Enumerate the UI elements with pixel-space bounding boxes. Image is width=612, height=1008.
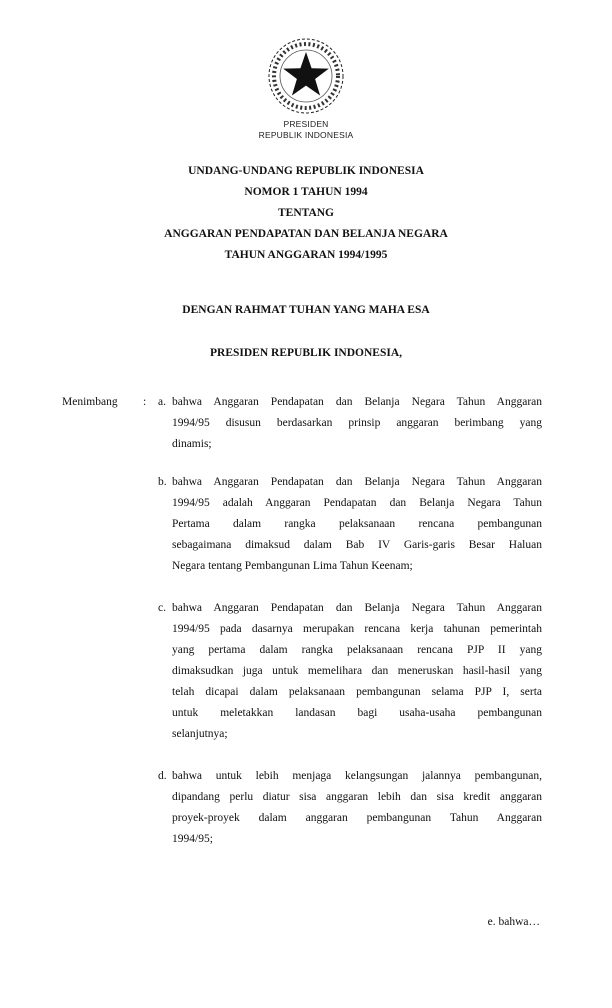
item-text-line: telah dicapai dalam pelaksanaan pembangunan selama PJP I, serta bbox=[172, 686, 542, 698]
considering-item bbox=[158, 472, 542, 577]
item-text-line: 1994/95 adalah Anggaran Pendapatan dan Belanja Negara Tahun bbox=[172, 497, 542, 509]
item-text-line: dinamis; bbox=[172, 438, 212, 450]
continuation-note: e. bahwa… bbox=[487, 916, 540, 928]
garuda-emblem-icon bbox=[266, 36, 346, 116]
considering-item bbox=[158, 766, 542, 850]
item-text-line: bahwa Anggaran Pendapatan dan Belanja Negara Tahun Anggaran bbox=[172, 602, 542, 614]
considering-item bbox=[158, 598, 542, 745]
item-text-line: 1994/95; bbox=[172, 833, 213, 845]
considering-label: Menimbang bbox=[62, 396, 118, 408]
item-text-line: selanjutnya; bbox=[172, 728, 228, 740]
item-letter: b. bbox=[158, 476, 167, 488]
item-text-line: sebagaimana dimaksud dalam Bab IV Garis-garis Besar Haluan bbox=[172, 539, 542, 551]
item-text-line: untuk meletakkan landasan bagi usaha-usaha pembangunan bbox=[172, 707, 542, 719]
item-letter: a. bbox=[158, 396, 166, 408]
law-subject: ANGGARAN PENDAPATAN DAN BELANJA NEGARA bbox=[164, 228, 448, 240]
item-text-line: Pertama dalam rangka pelaksanaan rencana pembangunan bbox=[172, 518, 542, 530]
law-number: NOMOR 1 TAHUN 1994 bbox=[244, 186, 368, 198]
item-text-line: Negara tentang Pembangunan Lima Tahun Keenam; bbox=[172, 560, 413, 572]
item-letter: d. bbox=[158, 770, 167, 782]
law-fiscal-year: TAHUN ANGGARAN 1994/1995 bbox=[224, 249, 388, 261]
item-letter: c. bbox=[158, 602, 166, 614]
item-text-line: proyek-proyek dalam anggaran pembangunan Tahun Anggaran bbox=[172, 812, 542, 824]
item-text-line: 1994/95 pada dasarnya merupakan rencana kerja tahunan pemerintah bbox=[172, 623, 542, 635]
item-text-line: bahwa Anggaran Pendapatan dan Belanja Negara Tahun Anggaran bbox=[172, 396, 542, 408]
item-text-line: 1994/95 disusun berdasarkan prinsip anggaran berimbang yang bbox=[172, 417, 542, 429]
considering-colon: : bbox=[143, 396, 147, 408]
item-text-line: dipandang perlu diatur sisa anggaran lebih dan sisa kredit anggaran bbox=[172, 791, 542, 803]
emblem-caption-president: PRESIDEN bbox=[283, 119, 329, 129]
item-text-line: yang pertama dalam rangka pelaksanaan rencana PJP II yang bbox=[172, 644, 542, 656]
item-text-line: dimaksudkan juga untuk memelihara dan meneruskan hasil-hasil yang bbox=[172, 665, 542, 677]
law-about: TENTANG bbox=[277, 207, 335, 219]
item-text-line: bahwa untuk lebih menjaga kelangsungan jalannya pembangunan, bbox=[172, 770, 542, 782]
president-heading: PRESIDEN REPUBLIK INDONESIA, bbox=[209, 347, 403, 359]
emblem-caption-republic: REPUBLIK INDONESIA bbox=[258, 130, 354, 140]
preamble: DENGAN RAHMAT TUHAN YANG MAHA ESA bbox=[182, 304, 430, 316]
considering-item bbox=[158, 392, 542, 455]
law-title: UNDANG-UNDANG REPUBLIK INDONESIA bbox=[188, 165, 424, 177]
item-text-line: bahwa Anggaran Pendapatan dan Belanja Negara Tahun Anggaran bbox=[172, 476, 542, 488]
